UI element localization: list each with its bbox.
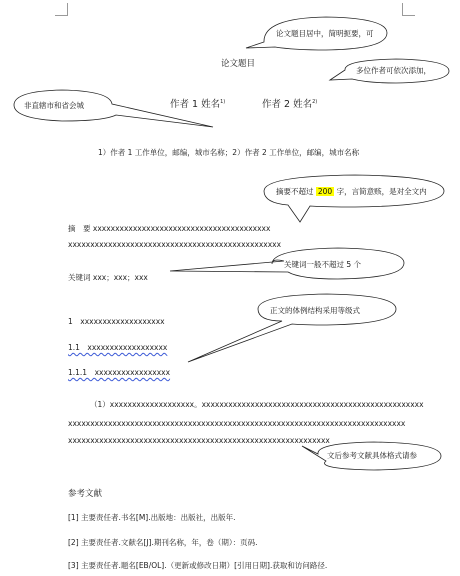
author-1-sup: 1) xyxy=(220,99,226,105)
affiliations: 1）作者 1 工作单位，邮编，城市名称；2）作者 2 工作单位，邮编，城市名称 xyxy=(98,148,360,157)
paper-title: 论文题目 xyxy=(221,59,256,69)
reference-2: [2] 主要责任者.文献名[J].期刊名称，年，卷（期）：页码. xyxy=(68,538,258,547)
keywords: 关键词 xxx；xxx；xxx xyxy=(68,273,148,282)
author-2-name: 作者 2 姓名 xyxy=(262,99,313,111)
author-1-name: 作者 1 姓名 xyxy=(170,99,221,111)
author-2-sup: 2) xyxy=(312,99,318,105)
body-line-1: （1）xxxxxxxxxxxxxxxxxxx。xxxxxxxxxxxxxxxxxxxxxxxxxxxxxxxxxxxxxxxxxxxxxxxxxx xyxy=(90,400,424,409)
abstract-label: 摘 要 xyxy=(68,224,91,233)
heading-level-2: 1.1 xxxxxxxxxxxxxxxxxx xyxy=(68,343,168,352)
callout-abstract-prefix: 摘要不超过 xyxy=(276,187,316,196)
abstract-line-1 xyxy=(68,224,270,234)
callout-abstract-suffix: 字，言简意赅，是对全文内 xyxy=(334,187,427,196)
callout-city-text: 非直辖市和省会城 xyxy=(24,101,84,110)
heading-level-3: 1.1.1 xxxxxxxxxxxxxxxxx xyxy=(68,368,171,377)
abstract-text-1: xxxxxxxxxxxxxxxxxxxxxxxxxxxxxxxxxxxxxxxx xyxy=(92,224,271,233)
callout-structure-text: 正文的体例结构采用等级式 xyxy=(270,306,360,315)
callout-structure-shape xyxy=(188,294,396,362)
reference-1: [1] 主要责任者.书名[M].出版地：出版社，出版年. xyxy=(68,513,236,522)
callout-keywords-text: 关键词一般不超过 5 个 xyxy=(284,260,362,269)
callout-refs-text: 文后参考文献具体格式请参 xyxy=(327,451,417,460)
author-2 xyxy=(262,96,317,111)
callout-abstract-text xyxy=(276,185,427,199)
abstract-line-2: xxxxxxxxxxxxxxxxxxxxxxxxxxxxxxxxxxxxxxxxxxxxxxxx xyxy=(68,240,282,249)
references-heading: 参考文献 xyxy=(68,489,103,499)
body-line-3: xxxxxxxxxxxxxxxxxxxxxxxxxxxxxxxxxxxxxxxxxxxxxxxxxxxxxxxxxxx xyxy=(68,436,330,445)
callout-abstract-number: 200 xyxy=(317,187,333,196)
callout-authors-text: 多位作者可依次添加， xyxy=(356,66,431,75)
body-line-2: xxxxxxxxxxxxxxxxxxxxxxxxxxxxxxxxxxxxxxxxxxxxxxxxxxxxxxxxxxxxxxxxxxxxxxxxxxxx xyxy=(68,419,406,428)
reference-3: [3] 主要责任者.题名[EB/OL].（更新或修改日期）[引用日期].获取和访问路径. xyxy=(68,561,328,570)
author-1 xyxy=(170,96,225,111)
heading-level-1: 1 xxxxxxxxxxxxxxxxxxx xyxy=(68,317,165,326)
callout-title-text: 论文题目居中，简明扼要，可 xyxy=(276,29,374,38)
